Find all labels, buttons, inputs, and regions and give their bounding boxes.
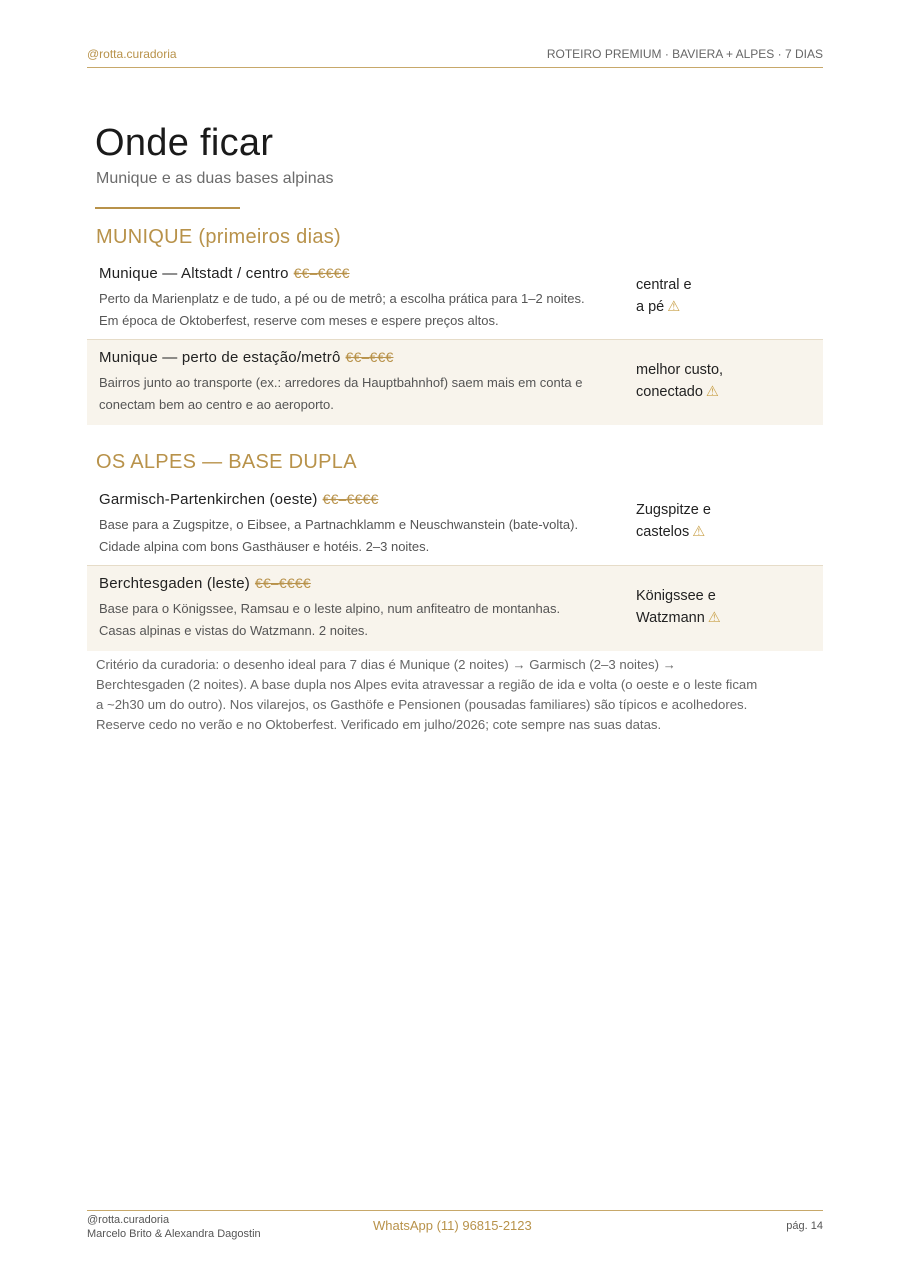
whatsapp-link[interactable]: WhatsApp (11) 96815-2123 <box>373 1218 532 1233</box>
price-range: €€–€€€€ <box>254 575 311 591</box>
entry-description: Perto da Marienplatz e de tudo, a pé ou de metrô; a escolha prática para 1–2 noites. Em época de Oktoberfest, reserve com meses e espere preços altos. <box>99 291 585 328</box>
list-item <box>87 256 823 340</box>
footer-handle: @rotta.curadoria <box>87 1214 170 1226</box>
entry-description: Base para a Zugspitze, o Eibsee, a Partnachklamm e Neuschwanstein (bate-volta). Cidade alpina com bons Gasthäuser e hotéis. 2–3 noites. <box>99 517 579 554</box>
price-range: €€–€€€ <box>345 349 394 365</box>
entry-name: Garmisch-Partenkirchen (oeste) €€–€€€€ <box>99 491 379 508</box>
warning-icon: ⚠ <box>667 299 681 315</box>
list-item <box>87 566 823 651</box>
entry-tag: central e a pé ⚠ <box>636 277 692 315</box>
entry-description: Base para o Königssee, Ramsau e o leste alpino, num anfiteatro de montanhas. Casas alpinas e vistas do Watzmann. 2 noites. <box>99 601 561 638</box>
page-subtitle: Munique e as duas bases alpinas <box>96 170 334 187</box>
page-title: Onde ficar <box>95 122 274 164</box>
list-item <box>87 482 823 566</box>
page-header <box>87 40 823 68</box>
entry-tag: melhor custo, conectado ⚠ <box>636 362 724 400</box>
entry-name: Munique — Altstadt / centro €€–€€€€ <box>99 265 350 282</box>
price-range: €€–€€€€ <box>293 265 350 281</box>
header-title: ROTEIRO PREMIUM · BAVIERA + ALPES · 7 DIAS <box>546 47 823 61</box>
warning-icon: ⚠ <box>692 524 706 540</box>
page-footer <box>87 1210 823 1251</box>
footer-authors: Marcelo Brito & Alexandra Dagostin <box>87 1228 261 1240</box>
title-divider <box>95 207 240 209</box>
list-item <box>87 340 823 425</box>
curation-note: Critério da curadoria: o desenho ideal para 7 dias é Munique (2 noites) → Garmisch (2–3 noites) → Berchtesgaden (2 noites). A base dupla nos Alpes evita atravessar a região de ida e volta (o oeste e o leste ficam a ~2h30 um do outro). Nos vilarejos, os Gasthöfe e Pensionen (pousadas familiares) são típicos e acolhedores. Reserve cedo no verão e no Oktoberfest. Verificado em julho/2026; cote sempre nas suas datas. <box>96 657 758 732</box>
entry-name: Munique — perto de estação/metrô €€–€€€ <box>99 349 394 366</box>
entry-description: Bairros junto ao transporte (ex.: arredores da Hauptbahnhof) saem mais em conta e conectam bem ao centro e ao aeroporto. <box>99 375 583 412</box>
entry-name: Berchtesgaden (leste) €€–€€€€ <box>99 575 311 592</box>
entry-tag: Königssee e Watzmann ⚠ <box>636 588 721 626</box>
entry-tag: Zugspitze e castelos ⚠ <box>636 502 711 540</box>
warning-icon: ⚠ <box>705 384 719 400</box>
section-heading-munique: MUNIQUE (primeiros dias) <box>96 226 342 248</box>
header-handle: @rotta.curadoria <box>87 47 177 61</box>
warning-icon: ⚠ <box>707 610 721 626</box>
section-heading-alpes: OS ALPES — BASE DUPLA <box>96 451 357 473</box>
price-range: €€–€€€€ <box>322 491 379 507</box>
page-number: pág. 14 <box>786 1220 823 1232</box>
